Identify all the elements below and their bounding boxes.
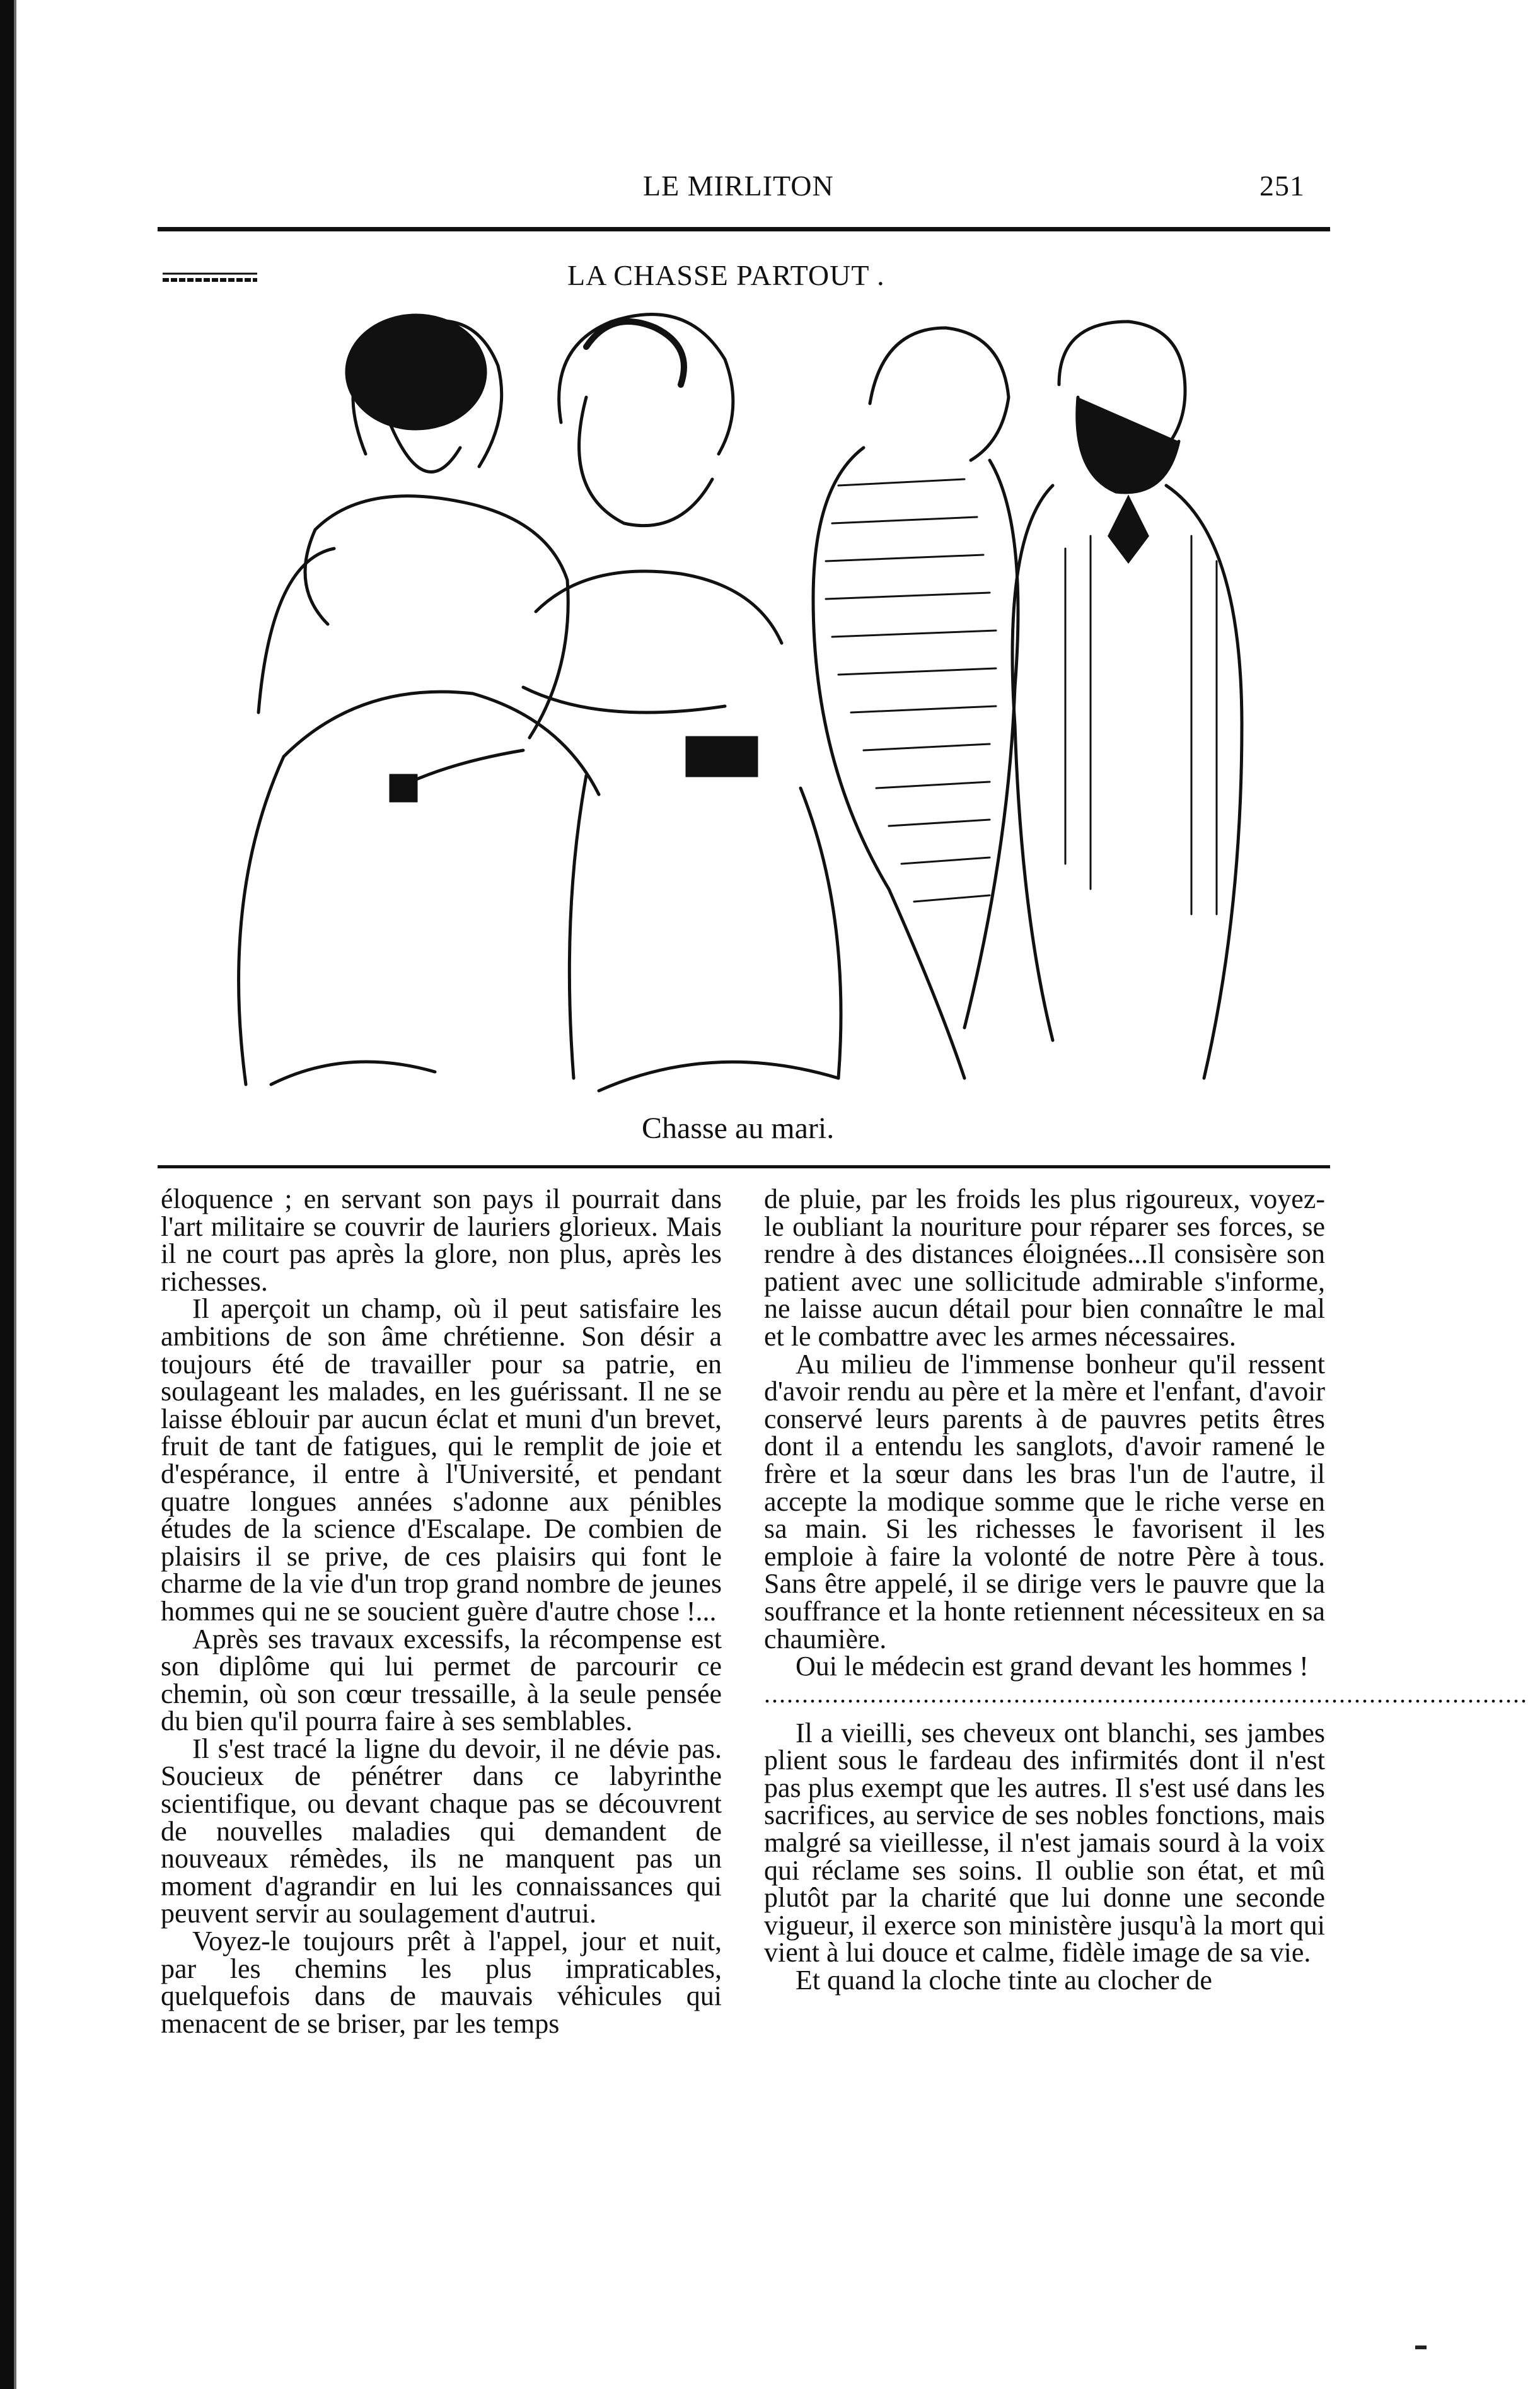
left-column [161,1185,722,2037]
header-rule [158,227,1330,231]
paragraph: Au milieu de l'immense bonheur qu'il ressent d'avoir rendu au père et la mère et l'enfant, d'avoir conservé leurs parents à de pauvres petits êtres dont il a entendu les sanglots, d'avoir ramené le frère et la sœur dans les bras l'un de l'autre, il accepte la modique somme que le riche verse en sa main. Si les richesses le favorisent il les emploie à faire la volonté de notre Père à tous. Sans être appelé, il se dirige vers le pauvre que la souffrance et la honte retiennent nécessiteux en sa chaumière. [764,1348,1325,1654]
paragraph: de pluie, par les froids les plus rigoureux, voyez-le oubliant la nouriture pour réparer ses forces, se rendre à des distances éloignées...Il consisère son patient avec une sollicitude admirable s'informe, ne laisse aucun détail pour bien connaître le mal et le combattre avec les armes nécessaires. [764,1183,1325,1352]
right-column [764,1183,1528,1996]
paragraph: Il a vieilli, ses cheveux ont blanchi, ses jambes plient sous le fardeau des infirmités dont il n'est pas plus exempt que les autres. Il s'est usé dans les sacrifices, au service de ses nobles fonctions, mais malgré sa vieillesse, il n'est jamais sourd à la voix qui réclame ses soins. Il oublie son état, et mû plutôt par la charité que lui donne une seconde vigueur, il exerce son ministère jusqu'à la mort qui vient à lui douce et calme, fidèle image de sa vie. [764,1717,1325,1968]
dotted-separator: ..................................................................................................... [764,1679,1528,1708]
running-header [158,169,1305,213]
paragraph: Il s'est tracé la ligne du devoir, il ne dévie pas. Soucieux de pénétrer dans ce labyrinthe scientifique, ou devant chaque pas se découvrent de nouvelles maladies qui demandent de nouveaux rémèdes, ils ne manquent pas un moment d'agrandir en lui les connaissances qui peuvent servir au soulagement d'autrui. [161,1733,722,1929]
paragraph: éloquence ; en servant son pays il pourrait dans l'art militaire se couvrir de lauriers glorieux. Mais il ne court pas après la glore, non plus, après les richesses. [161,1183,722,1297]
running-title: LE MIRLITON [643,170,834,202]
caption-rule [158,1165,1330,1168]
binding-edge [0,0,19,2389]
paragraph: Voyez-le toujours prêt à l'appel, jour et nuit, par les chemins les plus impraticables, quelquefois dans de mauvais véhicules qui menacent de se briser, par les temps [161,1926,722,2039]
engraving-illustration [233,296,1267,1116]
section-ornament [163,271,257,284]
paragraph: Après ses travaux excessifs, la récompense est son diplôme qui lui permet de parcourir ce chemin, où son cœur tressaille, à la seule pensée du bien qu'il pourra faire à ses semblables. [161,1623,722,1737]
paragraph: Et quand la cloche tinte au clocher de [796,1965,1212,1996]
paragraph: Oui le médecin est grand devant les hommes ! [796,1651,1309,1682]
page-number: 251 [1259,170,1305,202]
section-title: LA CHASSE PARTOUT . [567,259,885,291]
illustration-caption: Chasse au mari. [642,1112,835,1145]
paragraph: Il aperçoit un champ, où il peut satisfaire les ambitions de son âme chrétienne. Son désir a toujours été de travailler pour sa patrie, en soulageant les malades, en les guérissant. Il ne se laisse éblouir par aucun éclat et muni d'un brevet, fruit de tant de fatigues, qui le remplit de joie et d'espérance, il entre à l'Université, et pendant quatre longues années s'adonne aux pénibles études de la science d'Escalape. De combien de plaisirs il se prive, de ces plaisirs qui font le charme de la vie d'un trop grand nombre de jeunes hommes qui ne se soucient guère d'autre chose !... [161,1293,722,1627]
corner-mark [1415,2345,1427,2349]
